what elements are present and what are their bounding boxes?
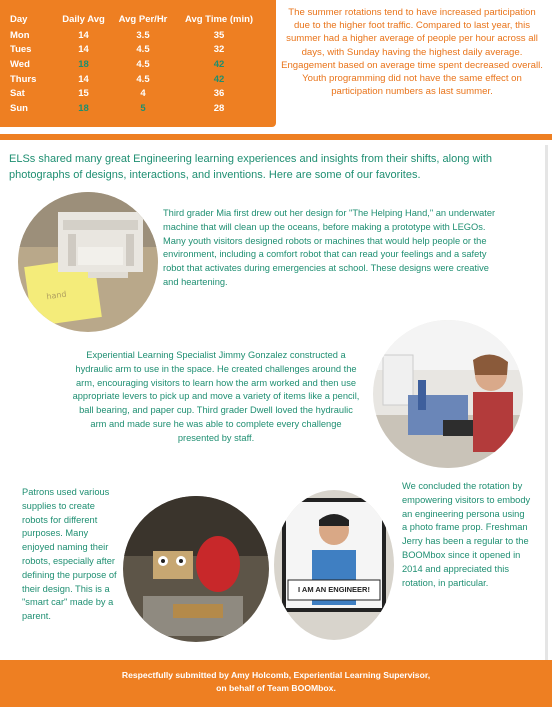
cell-avg-per-hr: 5 (140, 102, 146, 114)
cell-avg-time: 36 (213, 88, 225, 100)
frame-sign-text: I AM AN ENGINEER! (298, 585, 370, 594)
caption-helping-hand: Third grader Mia first drew out her design for "The Helping Hand," an underwater machine that will clean up the oceans, before making a prototype with LEGOs. Many youth visitors designed robots or machines that would help people or the environment, including a comfort robot that can read your feelings and a safety robot that activates during emergencies at school. These designs were creative and heartening. (163, 208, 496, 287)
caption-smart-car: Patrons used various supplies to create robots for different purposes. Many enjoyed naming their robots, especially after defining the purpose of their design. This is a "smart car" made by a parent. (22, 487, 117, 622)
cell-avg-time: 42 (213, 58, 225, 70)
cell-avg-per-hr: 4.5 (136, 73, 150, 85)
photo-smart-car (123, 496, 269, 642)
cell-avg-per-hr: 3.5 (136, 29, 150, 41)
cell-avg-time: 35 (213, 29, 225, 41)
header-day: Day (10, 14, 28, 25)
cell-avg-time: 32 (213, 44, 225, 56)
cell-daily-avg: 14 (78, 44, 89, 56)
cell-daily-avg: 18 (78, 102, 89, 114)
cell-avg-per-hr: 4.5 (136, 58, 150, 70)
cell-daily-avg: 14 (78, 73, 89, 85)
cell-avg-per-hr: 4.5 (136, 44, 150, 56)
summary-text: The summer rotations tend to have increased participation due to the higher foot traffic. Compared to last year, this summer had a higher average of people per hour across all days, with Sunday having the highest daily average. Engagement based on average time spent decreased overall. Youth programming did not have the same effect on participation numbers as last summer. (281, 7, 543, 98)
header-daily-avg: Daily Avg (62, 14, 105, 25)
table-row (10, 72, 264, 87)
table-row (10, 101, 264, 116)
stats-panel (0, 0, 276, 127)
cell-avg-time: 42 (213, 73, 225, 85)
caption-hydraulic-arm: Experiential Learning Specialist Jimmy Gonzalez constructed a hydraulic arm to use in the space. He created challenges around the arm, encouraging visitors to learn how the arm worked and then use appropriate levers to pick up and move a variety of items like a pencil, ball bearing, and paper cup. Third grader Dwell loved the hydraulic arm and made sure he was able to complete every challenge presented by staff. (72, 350, 360, 443)
cell-day: Sun (10, 102, 28, 114)
table-row (10, 43, 264, 58)
cell-day: Wed (10, 58, 30, 70)
photo-hydraulic-arm (373, 320, 523, 468)
intro-text: ELSs shared many great Engineering learning experiences and insights from their shifts, along with photographs of designs, interactions, and inventions. Here are some of our favorites. (9, 153, 493, 181)
table-row (10, 57, 264, 72)
header-avg-per-hr: Avg Per/Hr (118, 14, 168, 25)
cell-daily-avg: 18 (78, 58, 89, 70)
table-row (10, 28, 264, 43)
cell-day: Sat (10, 88, 25, 100)
cell-daily-avg: 14 (78, 29, 89, 41)
right-edge-line (545, 145, 548, 660)
footer-line-1: Respectfully submitted by Amy Holcomb, Experiential Learning Supervisor, (121, 670, 431, 680)
footer-band (0, 660, 552, 707)
photo-engineer-frame (274, 490, 394, 640)
svg-text:hand: hand (45, 289, 68, 302)
photo-helping-hand (18, 192, 158, 332)
footer-line-2: on behalf of Team BOOMbox. (216, 683, 336, 693)
cell-day: Tues (10, 44, 32, 56)
caption-engineer-persona: We concluded the rotation by empowering visitors to embody an engineering persona using a photo frame prop. Freshman Jerry has been a regular to the BOOMbox since it opened in 2014 and appreciated this rotation, in particular. (402, 481, 531, 588)
orange-divider (0, 134, 552, 140)
stats-header-row (10, 14, 264, 28)
cell-daily-avg: 15 (78, 88, 89, 100)
cell-day: Thurs (10, 73, 37, 85)
stats-table (10, 14, 264, 116)
header-avg-time: Avg Time (min) (184, 14, 254, 25)
cell-avg-time: 28 (213, 102, 225, 114)
cell-day: Mon (10, 29, 30, 41)
table-row (10, 86, 264, 101)
cell-avg-per-hr: 4 (140, 88, 146, 100)
